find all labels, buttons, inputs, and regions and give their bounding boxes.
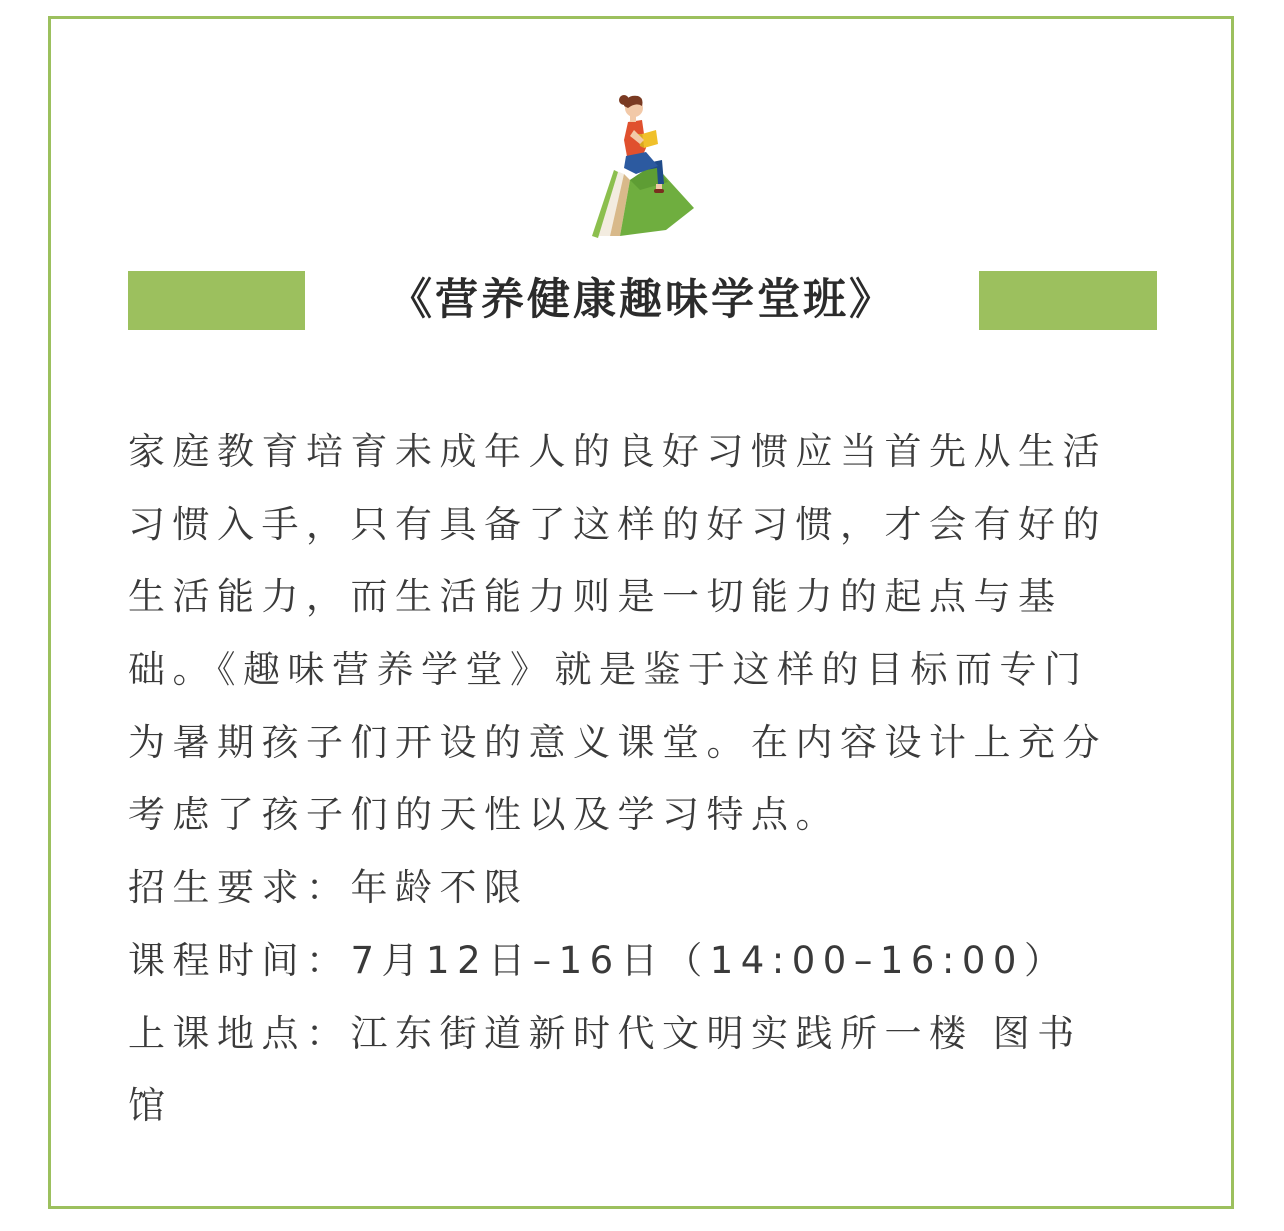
title-accent-bar-left xyxy=(128,271,305,330)
body-text xyxy=(128,416,1158,1143)
paragraph-line: 为暑期孩子们开设的意义课堂。在内容设计上充分 xyxy=(128,720,1107,764)
paragraph-line: 习惯入手，只有具备了这样的好习惯，才会有好的 xyxy=(128,502,1107,546)
paragraph-line: 考虑了孩子们的天性以及学习特点。 xyxy=(128,793,840,837)
paragraph-line: 家庭教育培育未成年人的良好习惯应当首先从生活 xyxy=(128,430,1107,473)
course-location-continued: 馆 xyxy=(128,1084,173,1128)
page-title: 《营养健康趣味学堂班》 xyxy=(389,275,895,325)
girl-reading-on-book-icon xyxy=(584,90,700,242)
paragraph-line: 础。《趣味营养学堂》就是鉴于这样的目标而专门 xyxy=(128,648,1089,692)
paragraph-line: 生活能力，而生活能力则是一切能力的起点与基 xyxy=(128,575,1063,619)
course-schedule: 课程时间：7月12日–16日（14:00–16:00） xyxy=(128,938,1069,982)
course-location: 上课地点：江东街道新时代文明实践所一楼 图书 xyxy=(128,1011,1082,1055)
title-accent-bar-right xyxy=(979,271,1157,330)
enrollment-requirement: 招生要求：年龄不限 xyxy=(128,866,529,910)
